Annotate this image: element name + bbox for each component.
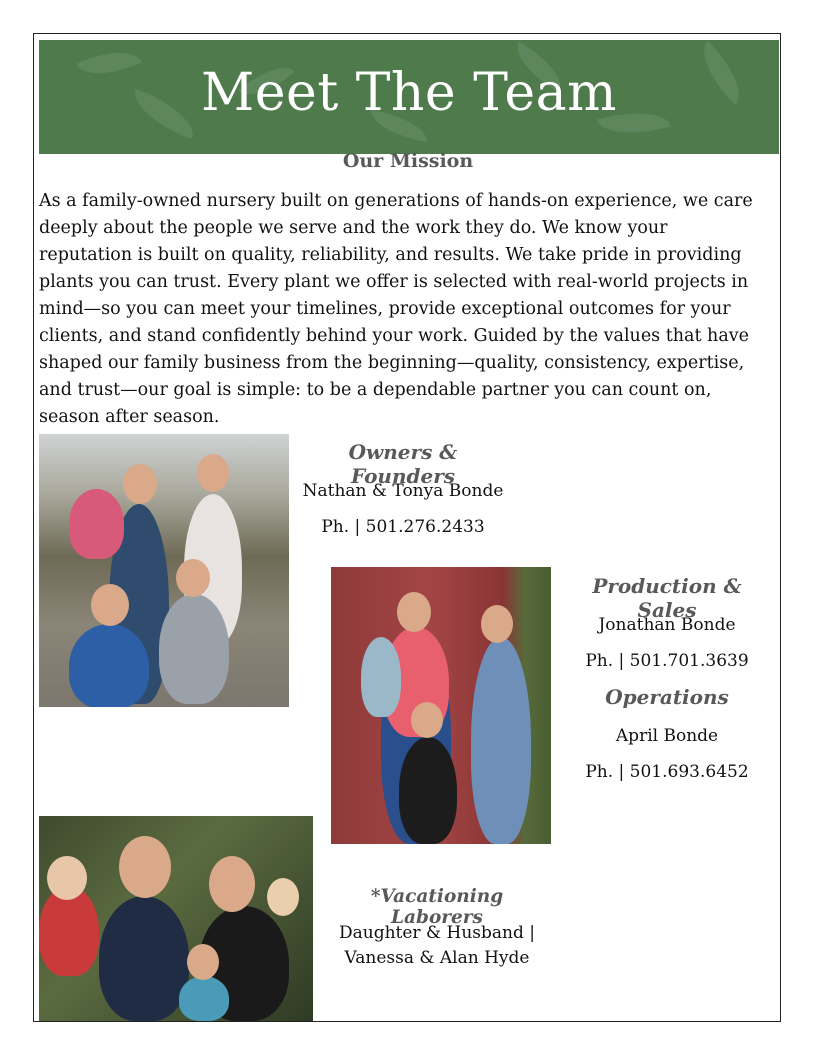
person-figure — [69, 489, 124, 559]
mission-line: mind—so you can meet your timelines, provide exceptional outcomes for your — [39, 299, 731, 319]
person-head — [91, 584, 129, 626]
laborers-role-heading: *Vacationing Laborers — [370, 886, 504, 928]
operations-phone: Ph. | 501.693.6452 — [585, 762, 749, 782]
mission-line: season after season. — [39, 407, 220, 427]
mission-line: reputation is built on quality, reliability, and results. We take pride in providing — [39, 245, 742, 265]
owners-family-photo — [39, 434, 289, 707]
person-head — [209, 856, 255, 912]
mission-line: plants you can trust. Every plant we offer is selected with real-world projects in — [39, 272, 749, 292]
mission-heading: Our Mission — [342, 150, 474, 172]
person-head — [397, 592, 431, 632]
mission-line: and trust—our goal is simple: to be a dependable partner you can count on, — [39, 380, 712, 400]
mission-line: deeply about the people we serve and the work they do. We know your — [39, 218, 668, 238]
person-figure — [179, 976, 229, 1021]
production-names: Jonathan Bonde — [598, 615, 736, 635]
person-head — [47, 856, 87, 900]
production-role-heading: Production & Sales — [592, 574, 742, 622]
person-figure — [99, 896, 189, 1021]
person-head — [267, 878, 299, 916]
person-figure — [159, 594, 229, 704]
operations-role-heading: Operations — [605, 685, 729, 709]
production-family-photo — [331, 567, 551, 844]
mission-paragraph — [39, 188, 779, 431]
owners-role-heading: Owners & Founders — [348, 440, 458, 488]
title-banner — [39, 40, 779, 154]
person-head — [176, 559, 210, 597]
mission-line: As a family-owned nursery built on generations of hands-on experience, we care — [39, 191, 753, 211]
production-phone: Ph. | 501.701.3639 — [585, 651, 749, 671]
person-figure — [69, 624, 149, 707]
laborers-names: Vanessa & Alan Hyde — [344, 948, 530, 968]
operations-names: April Bonde — [615, 726, 719, 746]
laborers-relation: Daughter & Husband | — [339, 923, 535, 943]
page-title: Meet The Team — [201, 63, 617, 123]
person-head — [123, 464, 157, 504]
person-head — [119, 836, 171, 898]
laborers-family-photo — [39, 816, 313, 1021]
owners-phone: Ph. | 501.276.2433 — [321, 517, 485, 537]
mission-line: shaped our family business from the beginning—quality, consistency, expertise, — [39, 353, 745, 373]
owners-names: Nathan & Tonya Bonde — [302, 481, 504, 501]
person-head — [481, 605, 513, 643]
person-figure — [361, 637, 401, 717]
person-figure — [399, 737, 457, 844]
person-head — [197, 454, 229, 492]
mission-line: clients, and stand confidently behind your work. Guided by the values that have — [39, 326, 750, 346]
person-figure — [471, 637, 531, 844]
person-head — [187, 944, 219, 980]
person-head — [411, 702, 443, 738]
